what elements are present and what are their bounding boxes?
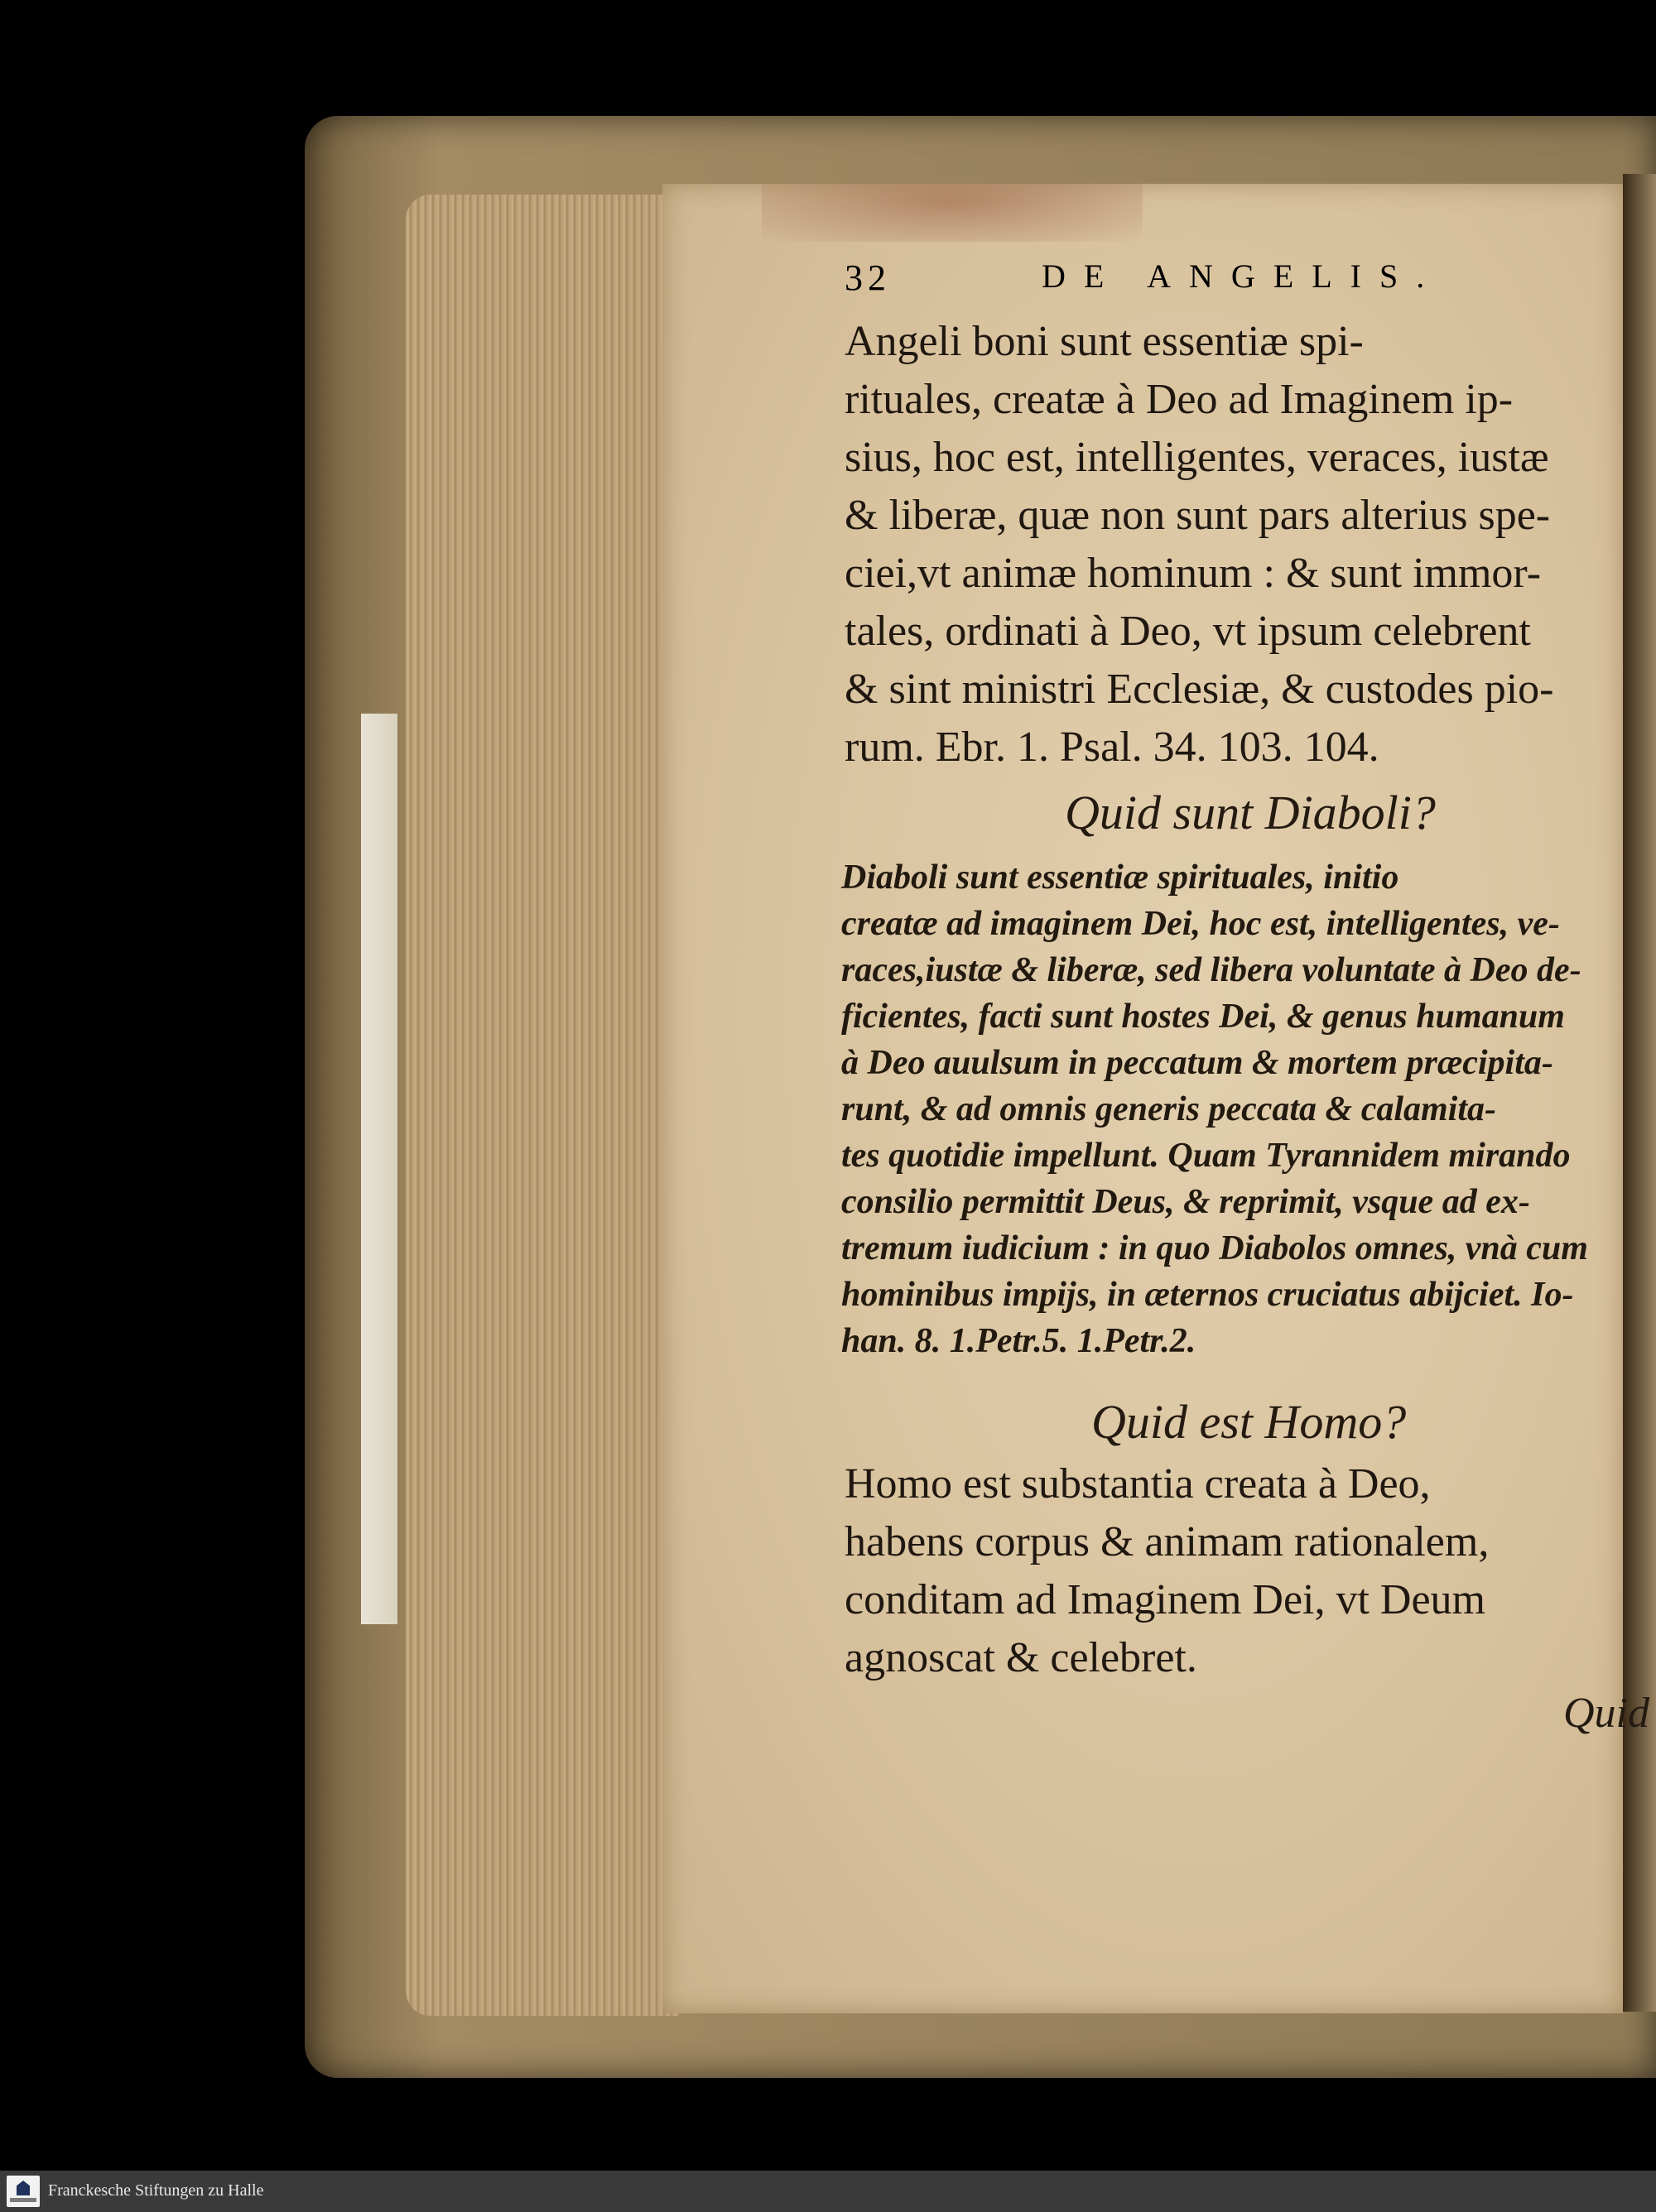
francke-foundation-logo-icon [7, 2176, 40, 2207]
page-number: 32 [845, 257, 891, 298]
text-line: tes quotidie impellunt. Quam Tyrannidem mirando [841, 1137, 1571, 1175]
section-heading-homo: Quid est Homo? [1091, 1395, 1407, 1449]
text-line: races,iustæ & liberæ, sed libera voluntate à Deo de- [841, 951, 1581, 989]
text-line: Homo est substantia creata à Deo, [845, 1460, 1431, 1508]
footer-label: Franckesche Stiftungen zu Halle [48, 2181, 264, 2200]
paragraph-diaboli [841, 854, 1620, 1364]
text-line: consilio permittit Deus, & reprimit, vsque ad ex- [841, 1183, 1530, 1221]
catchword: Quid [1563, 1690, 1649, 1737]
text-line: ciei,vt animæ hominum : & sunt immor- [845, 550, 1542, 597]
text-line: conditam ad Imaginem Dei, vt Deum [845, 1576, 1486, 1623]
text-line: habens corpus & animam rationalem, [845, 1518, 1490, 1565]
paragraph-homo [845, 1455, 1631, 1687]
running-title: DE ANGELIS. [1042, 257, 1443, 295]
text-line: Diaboli sunt essentiæ spirituales, initio [841, 858, 1399, 897]
text-line: à Deo auulsum in peccatum & mortem præcipita- [841, 1044, 1553, 1082]
paragraph-angeli [845, 313, 1631, 777]
text-line: sius, hoc est, intelligentes, veraces, iustæ [845, 434, 1549, 481]
text-line: ficientes, facti sunt hostes Dei, & genus humanum [841, 998, 1565, 1036]
text-line: rum. Ebr. 1. Psal. 34. 103. 104. [845, 724, 1379, 771]
text-line: runt, & ad omnis generis peccata & calamita- [841, 1090, 1497, 1128]
running-head [845, 257, 1474, 306]
text-line: & sint ministri Ecclesiæ, & custodes pio- [845, 666, 1554, 713]
page-stain [762, 184, 1143, 242]
text-line: tales, ordinati à Deo, vt ipsum celebrent [845, 608, 1531, 655]
text-line: hominibus impijs, in æternos cruciatus abijciet. Io- [841, 1276, 1574, 1314]
text-line: agnoscat & celebret. [845, 1634, 1197, 1681]
page-edges [406, 195, 679, 2016]
text-line: rituales, creatæ à Deo ad Imaginem ip- [845, 376, 1514, 423]
text-line: creatæ ad imaginem Dei, hoc est, intelligentes, ve- [841, 905, 1560, 943]
text-line: & liberæ, quæ non sunt pars alterius spe- [845, 492, 1551, 539]
text-line: han. 8. 1.Petr.5. 1.Petr.2. [841, 1322, 1196, 1360]
bookmark-strip [361, 714, 397, 1624]
section-heading-diaboli: Quid sunt Diaboli? [1065, 786, 1436, 839]
footer-bar [0, 2171, 1656, 2212]
text-line: tremum iudicium : in quo Diabolos omnes, vnà cum [841, 1229, 1588, 1267]
text-line: Angeli boni sunt essentiæ spi- [845, 318, 1364, 365]
